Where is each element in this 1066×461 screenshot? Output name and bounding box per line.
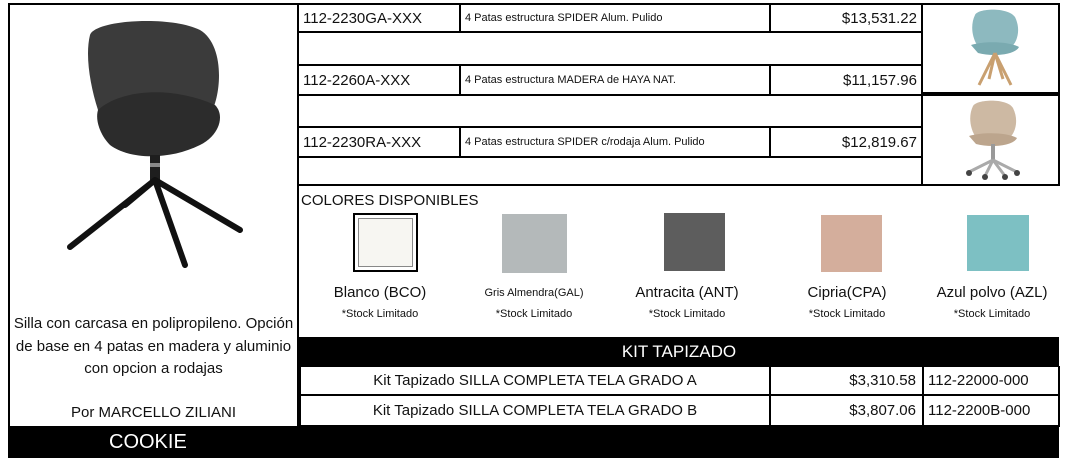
color-swatch-gris: [502, 214, 567, 273]
color-name: Blanco (BCO): [333, 284, 427, 301]
color-name: Antracita (ANT): [635, 284, 739, 301]
variant-price: $13,531.22: [771, 5, 923, 33]
kit-code: 112-2200B-000: [928, 402, 1031, 419]
spacer-row: [299, 33, 923, 66]
chair-castor-image: [923, 96, 1058, 184]
variant-code: 112-2230GA-XXX: [299, 5, 461, 33]
kit-price: $3,807.06: [771, 396, 924, 425]
color-stock-note: *Stock Limitado: [808, 308, 886, 320]
chair-swivel-black-image: [50, 15, 260, 275]
color-stock-note: *Stock Limitado: [341, 308, 419, 320]
kit-header: [299, 337, 1059, 367]
color-name: Cipria(CPA): [807, 284, 887, 301]
kit-title: KIT TAPIZADO: [621, 342, 737, 361]
kit-description: Kit Tapizado SILLA COMPLETA TELA GRADO A: [301, 366, 771, 396]
color-swatch-cipria: [821, 215, 882, 272]
colors-title: COLORES DISPONIBLES: [301, 192, 479, 209]
swatch-fill: [358, 218, 413, 267]
color-swatch-antracita: [664, 213, 725, 271]
variant-description: 4 Patas estructura MADERA de HAYA NAT.: [461, 66, 771, 96]
color-swatch-blanco: [353, 213, 418, 272]
kit-description: Kit Tapizado SILLA COMPLETA TELA GRADO B: [301, 396, 771, 425]
kit-price: $3,310.58: [771, 366, 924, 396]
color-name: Azul polvo (AZL): [936, 284, 1048, 301]
variant-description: 4 Patas estructura SPIDER Alum. Pulido: [461, 5, 771, 33]
kit-code: 112-22000-000: [924, 366, 1058, 396]
product-designer: Por MARCELLO ZILIANI: [70, 404, 237, 421]
thumbnail-wood-legs: [921, 3, 1060, 94]
variants-table: [297, 3, 923, 186]
product-description: Silla con carcasa en polipropileno. Opción de base en 4 patas en madera y aluminio con opcion a rodajas: [13, 315, 294, 377]
variant-description: 4 Patas estructura SPIDER c/rodaja Alum. Pulido: [461, 128, 771, 158]
thumbnail-castor-legs: [921, 94, 1060, 186]
product-name-bar: [8, 427, 1059, 458]
color-stock-note: *Stock Limitado: [495, 308, 573, 320]
product-panel: [8, 3, 299, 428]
color-stock-note: *Stock Limitado: [953, 308, 1031, 320]
variant-price: $12,819.67: [771, 128, 923, 158]
spacer-row: [299, 96, 923, 128]
color-name: Gris Almendra(GAL): [484, 287, 584, 299]
variant-price: $11,157.96: [771, 66, 923, 96]
kit-table: [299, 366, 1060, 427]
product-name: COOKIE: [109, 431, 187, 453]
color-swatch-azul: [967, 215, 1029, 271]
variant-code: 112-2260A-XXX: [299, 66, 461, 96]
color-stock-note: *Stock Limitado: [648, 308, 726, 320]
chair-wood-legs-image: [923, 5, 1058, 92]
variant-code: 112-2230RA-XXX: [299, 128, 461, 158]
